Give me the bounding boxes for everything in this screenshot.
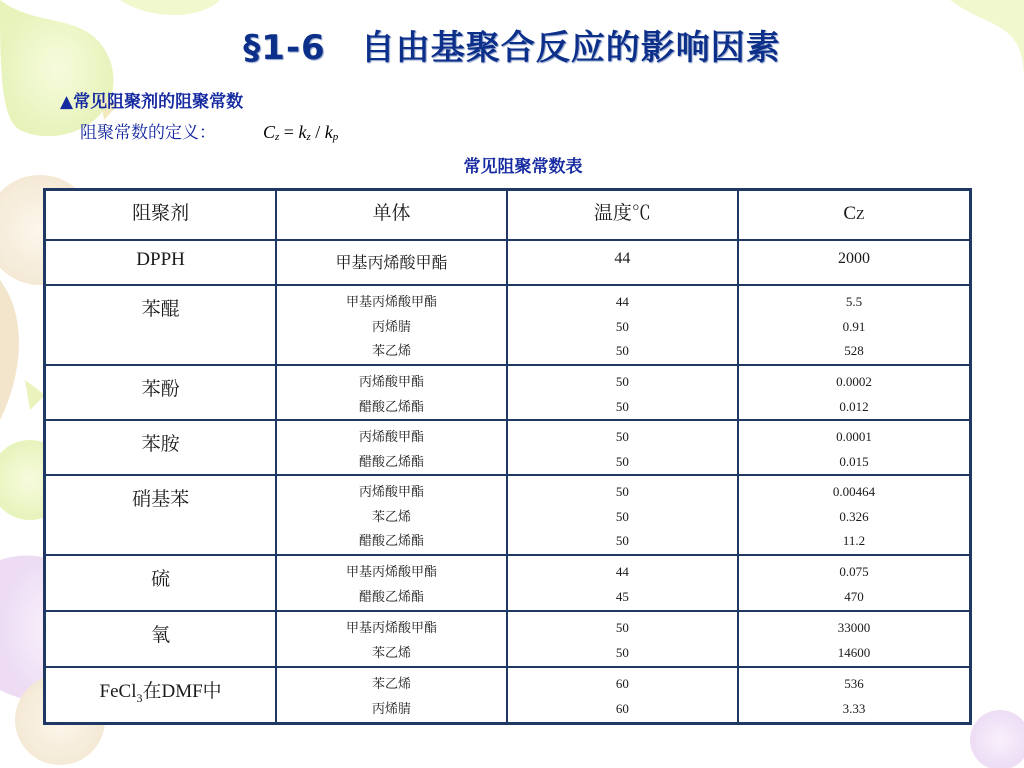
temperature-value: 60 [615,676,629,691]
inhibition-constant-table [43,188,972,725]
cz-value: 33000 [837,620,871,635]
monomer-name: 甲基丙烯酸甲酯 [335,255,448,272]
inhibition-constant-formula [263,122,338,143]
temperature-value: 50 [615,374,629,389]
cz-value: 0.015 [839,453,869,469]
inhibitor-cell [45,420,277,475]
monomer-cell [276,285,507,365]
monomer-name: 醋酸乙烯酯 [359,533,425,548]
formula-numerator-sub: z [306,131,311,143]
monomer-cell [276,475,507,555]
monomer-name: 苯乙烯 [372,644,412,660]
inhibitor-cell [45,365,277,420]
monomer-name: 醋酸乙烯酯 [359,398,425,414]
definition-label: 阻聚常数的定义： [80,123,216,143]
inhibitor-cell [45,475,277,555]
cz-value: 14600 [837,644,871,660]
temperature-value: 60 [615,700,629,716]
inhibitor-name: DPPH [136,249,185,270]
cz-value: 536 [844,676,864,691]
formula-lhs: C [263,122,276,142]
cz-value: 470 [844,588,864,604]
cz-value: 0.0002 [836,374,872,389]
monomer-cell [276,667,507,723]
cz-value: 0.91 [842,318,866,334]
formula-denominator: k [324,122,333,142]
header-cz: CZ [738,190,971,241]
monomer-name: 丙烯酸甲酯 [359,484,425,499]
table-header-row [45,190,971,241]
cz-cell [738,420,971,475]
inhibitor-cell [45,555,277,611]
cz-cell [738,475,971,555]
formula-divide: / [310,122,325,142]
temperature-value: 50 [615,318,629,334]
inhibitor-name: 硝基苯 [132,489,190,510]
temperature-cell [507,420,738,475]
temperature-value: 44 [615,564,629,579]
monomer-cell [276,555,507,611]
monomer-name: 苯乙烯 [372,343,412,358]
table-row [45,667,971,723]
cz-cell [738,365,971,420]
inhibitor-name: 苯酚 [141,379,180,400]
cz-value: 0.00464 [832,484,876,499]
temperature-cell [507,667,738,723]
cz-cell [738,240,971,285]
temperature-value: 50 [615,533,629,548]
monomer-name: 甲基丙烯酸甲酯 [346,564,438,579]
temperature-cell [507,555,738,611]
table-row [45,285,971,365]
cz-cell [738,667,971,723]
temperature-value: 50 [615,429,629,444]
table-caption: 常见阻聚常数表 [463,157,583,177]
formula-lhs-sub: z [275,131,280,143]
formula-denominator-sub: p [332,131,339,143]
table-row [45,611,971,667]
table-row [45,365,971,420]
cz-cell [738,285,971,365]
cz-value: 0.0001 [836,429,872,444]
monomer-name: 丙烯酸甲酯 [359,374,425,389]
inhibitor-cell [45,611,277,667]
inhibitor-name: FeCl$_3$在DMF中 [99,681,222,705]
temperature-value: 45 [615,588,629,604]
temperature-cell [507,611,738,667]
temperature-value: 50 [615,343,629,358]
slide-title: §1-6 自由基聚合反应的影响因素 [243,28,781,68]
monomer-name: 苯乙烯 [372,508,412,524]
temperature-cell [507,240,738,285]
temperature-cell [507,285,738,365]
cz-value: 11.2 [842,533,866,548]
inhibitor-name: 氧 [151,625,171,646]
formula-numerator: k [298,122,307,142]
cz-cell [738,611,971,667]
temperature-value: 50 [615,398,629,414]
monomer-name: 醋酸乙烯酯 [359,588,425,604]
monomer-name: 醋酸乙烯酯 [359,453,425,469]
cz-cell [738,555,971,611]
table-row [45,475,971,555]
table-row [45,420,971,475]
table-row [45,240,971,285]
temperature-value: 50 [615,453,629,469]
temperature-cell [507,475,738,555]
table-row [45,555,971,611]
inhibitor-name: 硫 [151,569,171,590]
section-bullet: ▲常见阻聚剂的阻聚常数 [60,92,244,112]
monomer-cell [276,240,507,285]
monomer-cell [276,365,507,420]
cz-value: 3.33 [842,700,866,716]
formula-equals: = [279,122,299,142]
inhibitor-cell [45,285,277,365]
monomer-name: 丙烯腈 [372,318,412,334]
monomer-cell [276,611,507,667]
inhibitor-cell [45,240,277,285]
temperature-value: 50 [615,644,629,660]
temperature-value: 50 [615,484,629,499]
cz-value: 5.5 [845,294,863,309]
monomer-name: 甲基丙烯酸甲酯 [346,294,438,309]
temperature-value: 50 [615,620,629,635]
cz-value: 0.012 [839,398,869,414]
cz-value: 0.075 [839,564,869,579]
monomer-name: 丙烯酸甲酯 [359,429,425,444]
header-monomer: 单体 [276,190,507,241]
cz-value: 528 [844,343,864,358]
monomer-name: 苯乙烯 [372,676,412,691]
monomer-name: 甲基丙烯酸甲酯 [346,620,438,635]
cz-value: 0.326 [839,508,869,524]
inhibitor-name: 苯胺 [141,434,180,455]
header-temperature: 温度℃ [507,190,738,241]
inhibitor-cell [45,667,277,723]
temperature-cell [507,365,738,420]
header-inhibitor: 阻聚剂 [45,190,277,241]
temperature-value: 50 [615,508,629,524]
temperature-value: 44 [614,250,631,267]
monomer-cell [276,420,507,475]
cz-value: 2000 [837,250,870,267]
table-body [45,240,971,723]
temperature-value: 44 [615,294,629,309]
inhibitor-name: 苯醌 [141,299,180,320]
monomer-name: 丙烯腈 [372,700,412,716]
